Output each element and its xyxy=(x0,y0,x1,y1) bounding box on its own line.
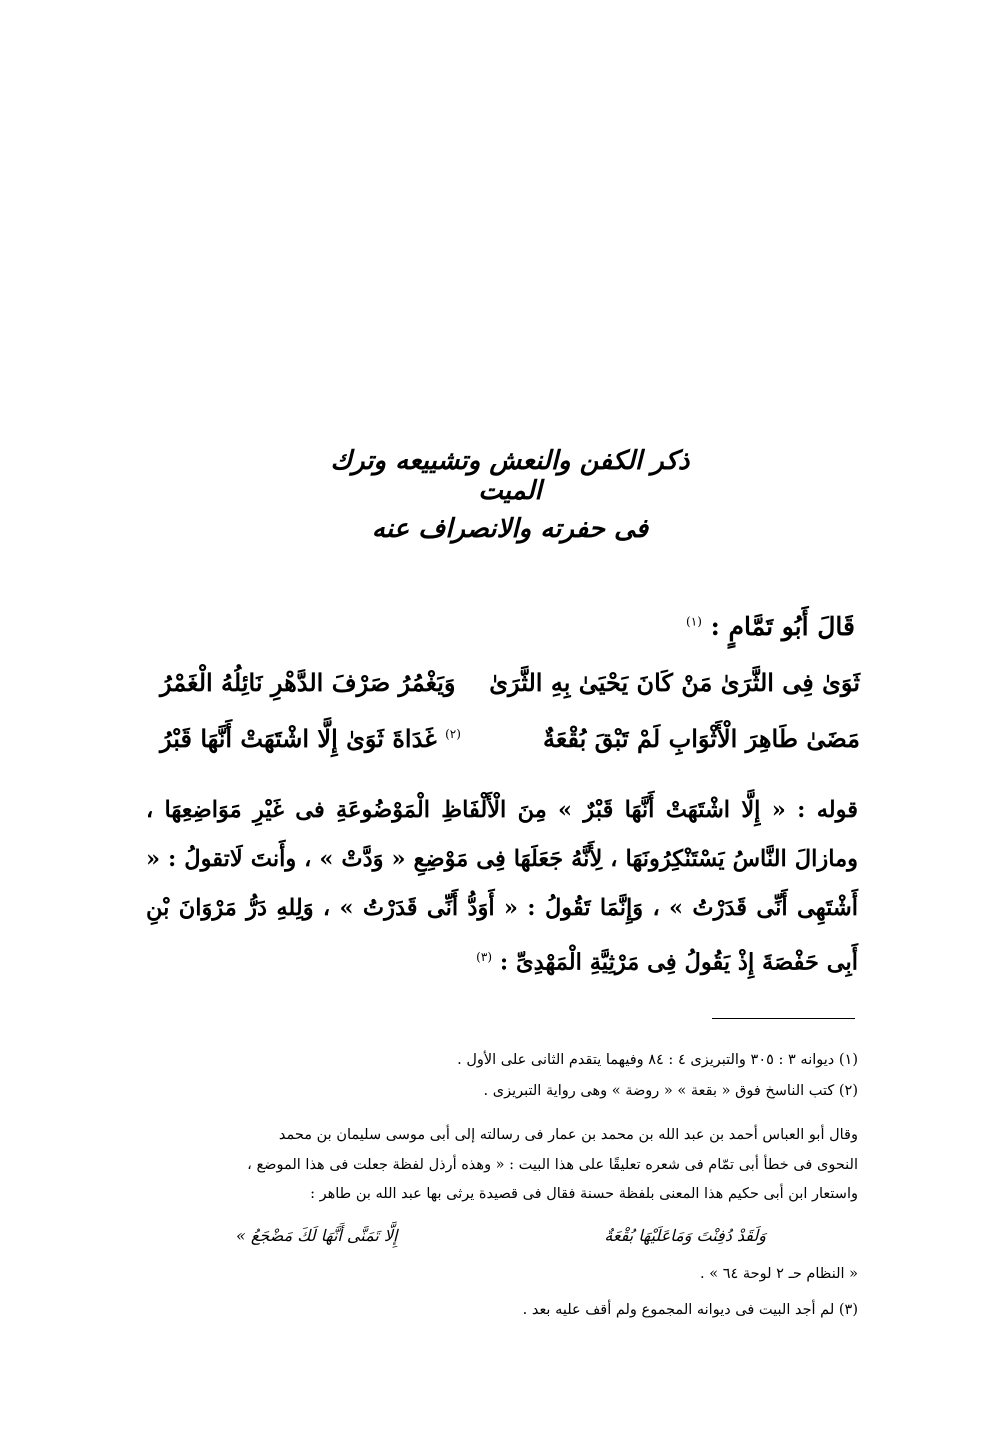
intro-text: قَالَ أَبُو تَمَّامٍ : xyxy=(710,612,855,641)
footnote-marker-2: (٢) xyxy=(445,727,461,741)
footnote-3: (٣) لم أجد البيت فى ديوانه المجموع ولم أقف عليه بعد . xyxy=(522,1302,858,1318)
footnote-marker-1: (١) xyxy=(686,614,702,629)
chapter-heading-line-2: فى حفرته والانصراف عنه xyxy=(371,514,649,544)
commentary-text: قوله : « إِلَّا اشْتَهَتْ أَنَّهَا قَبْرٌ » مِنَ الْأَلْفَاظِ الْمَوْضُوعَةِ فى غَيْرِ مَوَاضِعِهَا ، ومازالَ النَّاسُ يَسْتَنْكِرُونَهَا ، لِأَنَّهُ جَعَلَهَا فِى مَوْضِعِ « وَدَّتْ » ، وأَنتَ لَاتقولُ : « أَشْتَهِى أَنِّى قَدَرْتُ » ، وَإِنَّمَا تَقُولُ : « أَوَدُّ أَنِّى قَدَرْتُ » ، وَلِلهِ دَرُّ مَرْوَانَ بْنِ أَبِى حَفْصَةَ إِذْ يَقُولُ فِى مَرْثِيَّةِ الْمَهْدِىِّ : xyxy=(146,797,858,976)
footnote-verse-first-hemistich: وَلَقَدْ دُفِنْتَ وَمَاعَلَيْهَا بُقْعَةٌ xyxy=(604,1226,766,1245)
verse-1-first-hemistich: ثَوَىٰ فِى الثَّرَىٰ مَنْ كَانَ يَحْيَىٰ بِهِ الثَّرَىٰ xyxy=(489,668,860,697)
verse-2-second-hemistich-text: غَدَاةَ ثَوَىٰ إِلَّا اشْتَهَتْ أَنَّهَا قَبْرُ xyxy=(160,724,437,753)
verse-2-first-hemistich: مَضَىٰ طَاهِرَ الْأَثْوَابِ لَمْ تَبْقَ بُقْعَةٌ xyxy=(543,724,860,753)
footnote-marker-3: (٣) xyxy=(476,950,492,964)
footnote-2-line-a: وقال أبو العباس أحمد بن عبد الله بن محمد بن عمار فى رسالته إلى أبى موسى سليمان بن محمد xyxy=(278,1127,858,1143)
footnote-1: (١) ديوانه ٣ : ٣٠٥ والتبريزى ٤ : ٨٤ وفيهما يتقدم الثانى على الأول . xyxy=(457,1052,858,1068)
verse-2-second-hemistich xyxy=(160,724,461,753)
chapter-heading-line-1: ذكر الكفن والنعش وتشييعه وترك الميت xyxy=(330,446,690,506)
footnote-verse-second-hemistich: إِلَّا تَمَنَّى أَنَّهَا لَكَ مَضْجَعُ » xyxy=(236,1226,398,1245)
footnote-2-verse xyxy=(236,1226,856,1256)
footnote-2-source: « النظام حـ ٢ لوحة ٦٤ » . xyxy=(700,1266,858,1282)
footnote-2-line-b: النحوى فى خطأ أبى تمّام فى شعره تعليقًا على هذا البيت : « وهذه أرذل لفظة جعلت فى هذا الموضع ، xyxy=(247,1157,858,1173)
verse-1-second-hemistich: وَيَغْمُرُ صَرْفَ الدَّهْرِ نَائِلُهُ الْغَمْرُ xyxy=(160,668,456,697)
verse-line-1 xyxy=(160,668,860,708)
verse-introduction xyxy=(686,612,855,641)
footnote-2-line-c: واستعار ابن أبى حكيم هذا المعنى بلفظة حسنة فقال فى قصيدة يرثى بها عبد الله بن طاهر : xyxy=(310,1186,858,1202)
verse-line-2 xyxy=(160,724,860,764)
footnote-2: (٢) كتب الناسخ فوق « بقعة » « روضة » وهى رواية التبريزى . xyxy=(483,1083,858,1099)
commentary-paragraph xyxy=(146,786,858,988)
footnote-separator xyxy=(712,1018,855,1019)
